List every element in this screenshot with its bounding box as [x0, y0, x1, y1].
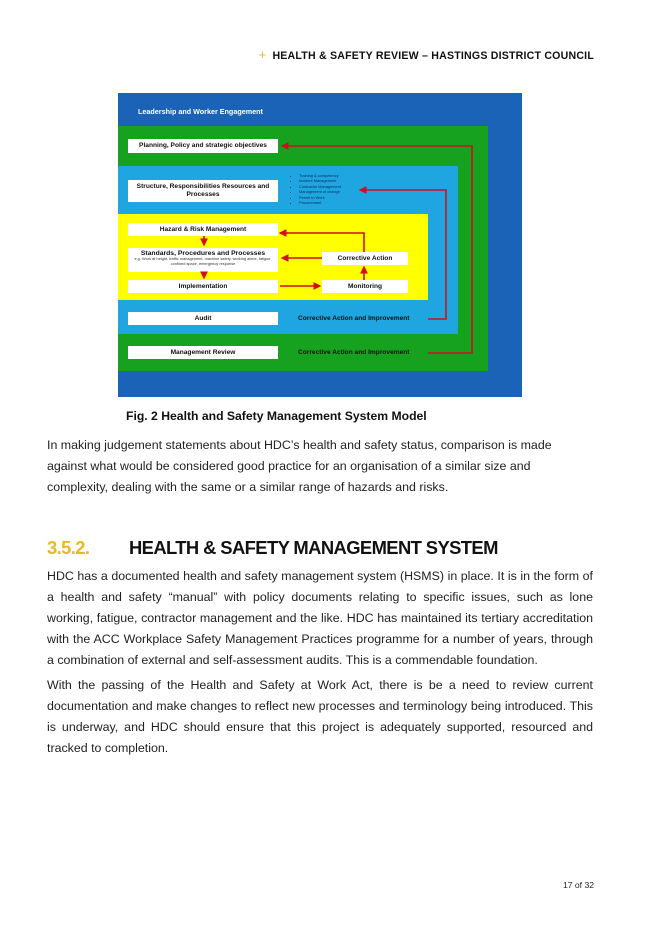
structure-list-item: • Procurement — [299, 200, 341, 205]
standards-title: Standards, Procedures and Processes — [140, 250, 266, 257]
structure-box: Structure, Responsibilities Resources and Processes — [128, 180, 278, 202]
page-number: 17 of 32 — [562, 880, 594, 890]
section-number: 3.5.2. — [47, 537, 90, 558]
header-plus-icon: + — [258, 47, 267, 62]
structure-list-item: • Contractor Management — [299, 184, 341, 189]
structure-list-item: • Permit to Work — [299, 195, 341, 200]
arrow-audit-loop — [360, 190, 446, 319]
audit-box: Audit — [128, 312, 278, 325]
header-title: HEALTH & SAFETY REVIEW – HASTINGS DISTRICT COUNCIL — [272, 50, 594, 62]
flow-arrows — [118, 93, 522, 397]
paragraph-hsms: HDC has a documented health and safety management system (HSMS) in place. It is in the form of a health and safety “manual” with policy documents relating to specific issues, such as lone working, fatigue, contractor management and the like. HDC has maintained its tertiary accreditation with the ACC Workplace Safety Management Practices programme for a number of years, through a combination of external and self-assessment audits. This is a commendable foundation. — [47, 569, 593, 667]
figure-caption: Fig. 2 Health and Safety Management System Model — [126, 409, 427, 423]
section-heading — [47, 537, 498, 559]
corrective-improvement-label-2: Corrective Action and Improvement — [298, 349, 410, 356]
standards-subtitle: e.g. Work at height, traffic management, machine safety, working alone, fatigue, confined space, emergency response — [134, 256, 272, 266]
arrow-review-loop — [282, 146, 472, 353]
paragraph-act: With the passing of the Health and Safety at Work Act, there is be a need to review current documentation and make changes to reflect new processes and terminology being introduced. This is underway, and HDC should ensure that this project is adequately supported, resourced and tracked to completion. — [47, 678, 593, 755]
section-title: HEALTH & SAFETY MANAGEMENT SYSTEM — [129, 537, 498, 558]
structure-list-item: • Management of change — [299, 189, 341, 194]
corrective-improvement-label-1: Corrective Action and Improvement — [298, 315, 410, 322]
structure-list-item: • Incident Management — [299, 178, 341, 183]
corrective-action-box: Corrective Action — [322, 252, 408, 265]
arrow-corrective-loop — [288, 233, 364, 252]
leadership-label: Leadership and Worker Engagement — [138, 107, 263, 116]
paragraph-judgement: In making judgement statements about HDC’s health and safety status, comparison is made against what would be considered good practice for an organisation of a similar size and complexity, dealing with the same or a similar range of hazards and risks. — [47, 438, 552, 494]
page-header — [259, 47, 594, 62]
monitoring-box: Monitoring — [322, 280, 408, 293]
implementation-box: Implementation — [128, 280, 278, 293]
management-review-box: Management Review — [128, 346, 278, 359]
structure-list-item: • Training & competency — [299, 173, 341, 178]
hsms-model-figure — [118, 93, 522, 397]
hazard-risk-box: Hazard & Risk Management — [128, 223, 278, 236]
planning-box: Planning, Policy and strategic objectives — [128, 139, 278, 153]
